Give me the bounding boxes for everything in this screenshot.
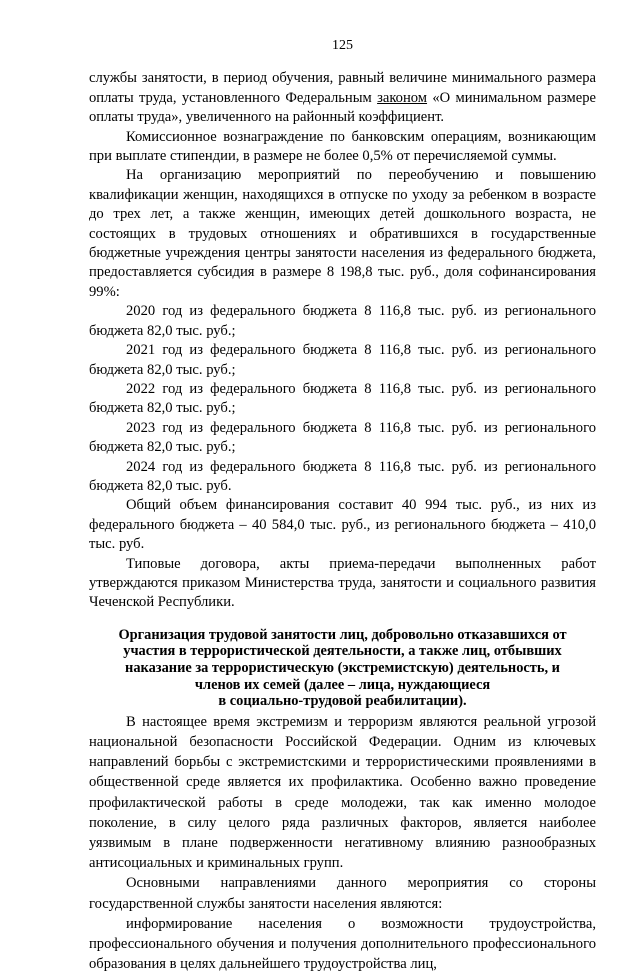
page-number: 125	[332, 38, 353, 53]
heading-line: наказание за террористическую (экстремистскую) деятельность, и	[125, 659, 560, 676]
paragraph-text: службы занятости, в период обучения, равный величине минимального размера оплаты труда, установленного Федеральным	[89, 70, 596, 106]
paragraph-stipend-continuation	[89, 69, 596, 127]
paragraph-year-2023: 2023 год из федерального бюджета 8 116,8 тыс. руб. из регионального бюджета 82,0 тыс. руб.;	[89, 419, 596, 456]
section-body	[89, 712, 596, 974]
paragraph-contracts: Типовые договора, акты приема-передачи выполненных работ утверждаются приказом Министерства труда, занятости и социального развития Чеченской Республики.	[89, 555, 596, 611]
paragraph-year-2020: 2020 год из федерального бюджета 8 116,8 тыс. руб. из регионального бюджета 82,0 тыс. руб.;	[89, 303, 596, 339]
paragraph-year-2024: 2024 год из федерального бюджета 8 116,8 тыс. руб. из регионального бюджета 82,0 тыс. руб.	[89, 458, 596, 494]
paragraph-year-2022: 2022 год из федерального бюджета 8 116,8 тыс. руб. из регионального бюджета 82,0 тыс. руб.;	[89, 380, 596, 417]
section-heading	[105, 627, 580, 710]
paragraph-informing: информирование населения о возможности трудоустройства, профессионального обучения и получения дополнительного профессионального образования в целях дальнейшего трудоустройства лиц,	[89, 915, 596, 973]
heading-line: в социально-трудовой реабилитации).	[218, 693, 467, 710]
law-link[interactable]: законом	[377, 89, 428, 106]
paragraph-commission: Комиссионное вознаграждение по банковским операциям, возникающим при выплате стипендии, в размере не более 0,5% от перечисляемой суммы.	[89, 128, 596, 165]
paragraph-extremism: В настоящее время экстремизм и терроризм являются реальной угрозой национальной безопасности Российской Федерации. Одним из ключевых направлений борьбы с экстремистскими и террористическими проявлениями в общественной среде является их профилактика. Особенно важно проведение профилактической работы в среде молодежи, так как именно молодое поколение, в силу целого ряда различных факторов, является наиболее уязвимым в плане подверженности негативному влиянию разнообразных антисоциальных и криминальных групп.	[89, 713, 596, 872]
heading-line: членов их семей (далее – лица, нуждающиеся	[194, 676, 491, 693]
heading-line: участия в террористической деятельности, а также лиц, отбывших	[123, 643, 562, 660]
paragraph-year-2021: 2021 год из федерального бюджета 8 116,8 тыс. руб. из регионального бюджета 82,0 тыс. руб.;	[89, 342, 596, 378]
heading-line: Организация трудовой занятости лиц, добровольно отказавшихся от	[118, 626, 567, 643]
paragraph-total-financing: Общий объем финансирования составит 40 994 тыс. руб., из них из федерального бюджета – 40 584,0 тыс. руб., из регионального бюджета – 410,0 тыс. руб.	[89, 497, 596, 553]
paragraph-women-subsidy: На организацию мероприятий по переобучению и повышению квалификации женщин, находящихся в отпуске по уходу за ребенком в возрасте до трех лет, а также женщин, имеющих детей дошкольного возраста, не состоящих в трудовых отношениях и обратившихся в государственные бюджетные учреждения центры занятости населения из федерального бюджета, предоставляется субсидия в размере 8 198,8 тыс. руб., доля софинансирования 99%:	[89, 167, 596, 300]
paragraph-text-tail: «О минимальном размере оплаты труда», увеличенного на районный коэффициент.	[89, 89, 596, 126]
paragraph-directions: Основными направлениями данного мероприятия со стороны государственной службы занятости населения являются:	[89, 875, 596, 912]
